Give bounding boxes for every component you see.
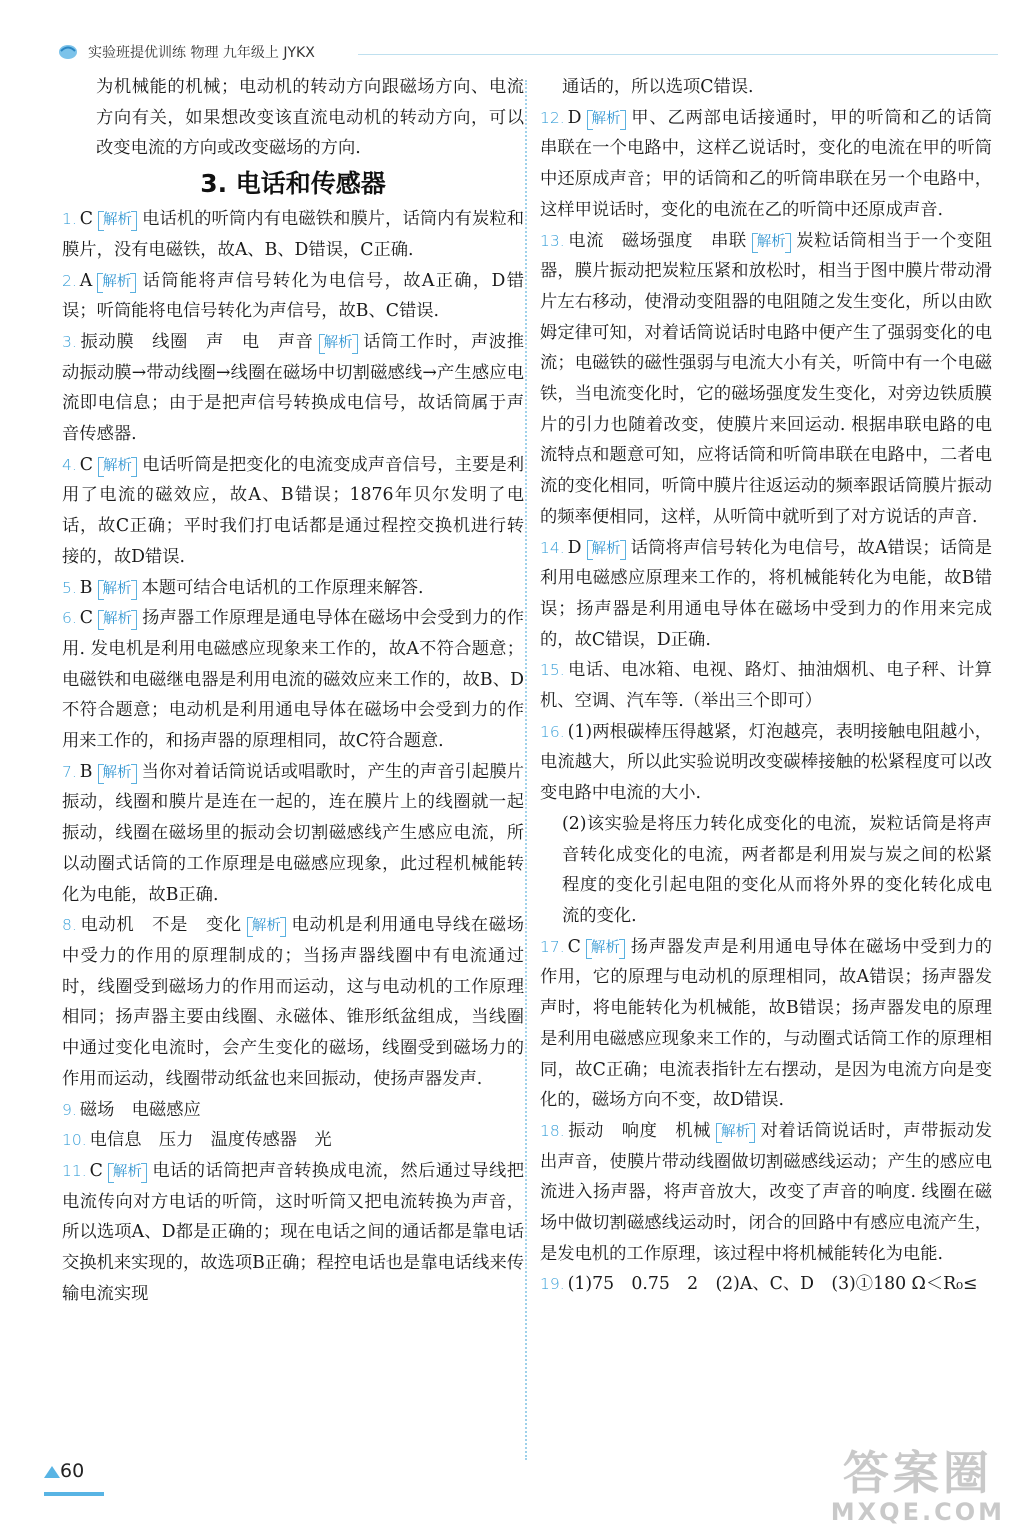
page-number-bar bbox=[44, 1492, 104, 1496]
item-answer: 电信息 压力 温度传感器 光 bbox=[89, 1130, 332, 1151]
book-logo-icon bbox=[58, 42, 78, 60]
continued-text: 通话的，所以选项C错误. bbox=[562, 77, 754, 97]
item-number: 9. bbox=[62, 1100, 77, 1119]
item-answer: A bbox=[79, 270, 93, 291]
answer-item bbox=[62, 450, 524, 573]
item-number: 15. bbox=[540, 661, 565, 680]
answer-item bbox=[62, 266, 524, 327]
answer-item bbox=[62, 1125, 524, 1156]
page-number-icon bbox=[44, 1466, 60, 1478]
item-number: 1. bbox=[62, 210, 77, 229]
item-number: 7. bbox=[62, 762, 77, 781]
analysis-tag: 解析 bbox=[108, 1163, 147, 1181]
item-number: 4. bbox=[62, 455, 77, 474]
analysis-tag: 解析 bbox=[97, 273, 136, 291]
item-number: 3. bbox=[62, 332, 77, 351]
answer-item bbox=[62, 204, 524, 265]
item-number: 10. bbox=[62, 1131, 87, 1150]
analysis-tag: 解析 bbox=[98, 764, 137, 782]
item-answer: C bbox=[89, 1160, 103, 1181]
item-answer: 电动机 不是 变化 bbox=[79, 915, 242, 936]
item-analysis-text: 话筒能将声信号转化为电信号，故A正确，D错误；听筒能将电信号转化为声信号，故B、C错误. bbox=[62, 270, 524, 322]
answer-item bbox=[540, 1269, 992, 1300]
item-number: 19. bbox=[540, 1275, 565, 1294]
left-answer-list bbox=[62, 204, 524, 1309]
item-answer: 磁场 电磁感应 bbox=[79, 1099, 201, 1120]
answer-item bbox=[540, 717, 992, 809]
answer-item bbox=[540, 103, 992, 226]
analysis-tag: 解析 bbox=[587, 540, 626, 558]
item-number: 18. bbox=[540, 1121, 565, 1140]
analysis-tag: 解析 bbox=[247, 917, 286, 935]
column-divider bbox=[525, 80, 527, 1460]
item-answer: B bbox=[79, 761, 93, 782]
answer-item bbox=[62, 910, 524, 1094]
analysis-tag: 解析 bbox=[716, 1123, 755, 1141]
item-answer: D bbox=[567, 537, 582, 558]
header-title: 实验班提优训练 物理 九年级上 JYKX bbox=[88, 45, 315, 61]
watermark bbox=[831, 1448, 1005, 1526]
analysis-tag: 解析 bbox=[586, 939, 625, 957]
item-analysis-text: 扬声器发声是利用通电导体在磁场中受到力的作用，它的原理与电动机的原理相同，故A错误；扬声器发声时，将电能转化为机械能，故B错误；扬声器发电的原理是利用电磁感应现象来工作的，与动圈式话筒工作的原理相同，故C正确；电流表指针左右摆动，是因为电流方向是变化的，磁场方向不变，故D错误. bbox=[540, 936, 992, 1111]
answer-item bbox=[62, 1095, 524, 1126]
watermark-line1: 答案圈 bbox=[842, 1446, 993, 1500]
item-answer: C bbox=[79, 209, 94, 230]
item-number: 17. bbox=[540, 937, 565, 956]
answer-item bbox=[540, 809, 992, 932]
item-answer: (1)两根碳棒压得越紧，灯泡越亮，表明接触电阻越小，电流越大，所以此实验说明改变碳棒接触的松紧程度可以改变电路中电流的大小. bbox=[540, 721, 992, 804]
answer-item bbox=[540, 655, 992, 716]
item-analysis-text: 电话机的听筒内有电磁铁和膜片，话筒内有炭粒和膜片，没有电磁铁，故A、B、D错误，C正确. bbox=[62, 209, 524, 260]
answer-item bbox=[62, 573, 524, 604]
item-number: 11. bbox=[62, 1161, 87, 1180]
item-analysis-text: 当你对着话筒说话或唱歌时，产生的声音引起膜片振动，线圈和膜片是连在一起的，连在膜片上的线圈就一起振动，线圈在磁场里的振动会切割磁感线产生感应电流，所以动圈式话筒的工作原理是电磁感应现象，此过程机械能转化为电能，故B正确. bbox=[62, 761, 524, 905]
item-analysis-text: 对着话筒说话时，声带振动发出声音，使膜片带动线圈做切割磁感线运动；产生的感应电流进入扬声器，将声音放大，改变了声音的响度. 线圈在磁场中做切割磁感线运动时，闭合的回路中有感应电流产生，是发电机的工作原理，该过程中将机械能转化为电能. bbox=[540, 1120, 992, 1264]
item-analysis-text: 电话听筒是把变化的电流变成声音信号，主要是利用了电流的磁效应，故A、B错误；1876年贝尔发明了电话，故C正确；平时我们打电话都是通过程控交换机进行转接的，故D错误. bbox=[62, 454, 524, 567]
item-number: 12. bbox=[540, 108, 565, 127]
item-number: 16. bbox=[540, 722, 565, 741]
watermark-line2: MXQE.COM bbox=[830, 1498, 1005, 1526]
answer-item bbox=[62, 1156, 524, 1310]
header-rule bbox=[358, 54, 998, 55]
page-header bbox=[58, 42, 998, 64]
analysis-tag: 解析 bbox=[98, 211, 137, 229]
item-analysis-text: 扬声器工作原理是通电导体在磁场中会受到力的作用. 发电机是利用电磁感应现象来工作的，故A不符合题意；电磁铁和电磁继电器是利用电流的磁效应来工作的，故B、D不符合题意；电动机是利用通电导体在磁场中会受到力的作用来工作的，和扬声器的原理相同，故C符合题意. bbox=[62, 608, 524, 752]
answer-item bbox=[62, 603, 524, 757]
item-analysis-text: 话筒工作时，声波推动振动膜→带动线圈→线圈在磁场中切割磁感线→产生感应电流即电信息；由于是把声信号转换成电信号，故话筒属于声音传感器. bbox=[62, 331, 524, 445]
item-answer: D bbox=[567, 107, 582, 128]
answer-item bbox=[540, 932, 992, 1116]
item-answer: 电流 磁场强度 串联 bbox=[567, 230, 747, 251]
item-answer: B bbox=[79, 577, 93, 598]
analysis-tag: 解析 bbox=[319, 334, 358, 352]
answer-item bbox=[62, 327, 524, 450]
section-title: 3. 电话和传感器 bbox=[200, 169, 386, 199]
item-number: 2. bbox=[62, 271, 77, 290]
item-answer: (2)该实验是将压力转化成变化的电流，炭粒话筒是将声音转化成变化的电流，两者都是利用炭与炭之间的松紧程度的变化引起电阻的变化从而将外界的变化转化成电流的变化. bbox=[562, 813, 992, 926]
answer-item bbox=[540, 1116, 992, 1270]
answer-item bbox=[540, 533, 992, 656]
right-column bbox=[540, 72, 992, 1300]
item-number: 13. bbox=[540, 231, 565, 250]
item-answer: C bbox=[567, 936, 581, 957]
item-answer: 振动膜 线圈 声 电 声音 bbox=[79, 331, 314, 352]
item-number: 8. bbox=[62, 916, 77, 935]
item-answer: C bbox=[79, 608, 94, 629]
item-analysis-text: 话筒将声信号转化为电信号，故A错误；话筒是利用电磁感应原理来工作的，将机械能转化为电能，故B错误；扬声器是利用通电导体在磁场中受到力的作用来完成的，故C错误，D正确. bbox=[540, 537, 992, 650]
item-number: 14. bbox=[540, 538, 565, 557]
right-answer-list bbox=[540, 103, 992, 1300]
item-analysis-text: 本题可结合电话机的工作原理来解答. bbox=[141, 577, 424, 598]
left-column bbox=[62, 72, 524, 1309]
analysis-tag: 解析 bbox=[752, 233, 791, 251]
answer-item bbox=[540, 226, 992, 533]
item-number: 5. bbox=[62, 578, 77, 597]
analysis-tag: 解析 bbox=[98, 580, 137, 598]
answer-item bbox=[62, 757, 524, 911]
item-analysis-text: 炭粒话筒相当于一个变阻器，膜片振动把炭粒压紧和放松时，相当于图中膜片带动滑片左右移动，使滑动变阻器的电阻随之发生变化，所以由欧姆定律可知，对着话筒说话时电路中便产生了强弱变化的电流；电磁铁的磁性强弱与电流大小有关，听筒中有一个电磁铁，当电流变化时，它的磁场强度发生变化，对旁边铁质膜片的引力也随着改变，使膜片来回运动. 根据串联电路的电流特点和题意可知，应将话筒和听筒串联在电路中，二者电流的变化相同，听筒中膜片往返运动的频率跟话筒膜片振动的频率便相同，这样，从听筒中就听到了对方说话的声音. bbox=[540, 230, 992, 527]
analysis-tag: 解析 bbox=[98, 457, 137, 475]
item-answer: 振动 响度 机械 bbox=[567, 1120, 711, 1141]
item-analysis-text: 电动机是利用通电导线在磁场中受力的作用的原理制成的；当扬声器线圈中有电流通过时，线圈受到磁场力的作用而运动，这与电动机的工作原理相同；扬声器主要由线圈、永磁体、锥形纸盆组成，当线圈中通过变化电流时，会产生变化的磁场，线圈受到磁场力的作用而运动，线圈带动纸盆也来回振动，使扬声器发声. bbox=[62, 915, 524, 1089]
analysis-tag: 解析 bbox=[587, 110, 626, 128]
item-answer: 电话、电冰箱、电视、路灯、抽油烟机、电子秤、计算机、空调、汽车等.（举出三个即可） bbox=[540, 660, 992, 712]
item-analysis-text: 甲、乙两部电话接通时，甲的听筒和乙的话筒串联在一个电路中，这样乙说话时，变化的电流在甲的听筒中还原成声音；甲的话筒和乙的听筒串联在另一个电路中，这样甲说话时，变化的电流在乙的听筒中还原成声音. bbox=[540, 107, 992, 220]
item-analysis-text: 电话的话筒把声音转换成电流，然后通过导线把电流传向对方电话的听筒，这时听筒又把电流转换为声音，所以选项A、D都是正确的；现在电话之间的通话都是靠电话交换机来实现的，故选项B正确；程控电话也是靠电话线来传输电流实现 bbox=[62, 1160, 525, 1304]
item-answer: (1)75 0.75 2 (2)A、C、D (3)①180 Ω＜R₀≤ bbox=[567, 1274, 978, 1295]
item-number: 6. bbox=[62, 609, 77, 628]
analysis-tag: 解析 bbox=[98, 610, 137, 628]
page-number: 60 bbox=[60, 1460, 85, 1482]
intro-text: 为机械能的机械；电动机的转动方向跟磁场方向、电流方向有关，如果想改变该直流电动机的转动方向，可以改变电流的方向或改变磁场的方向. bbox=[96, 77, 524, 159]
item-answer: C bbox=[79, 454, 94, 475]
